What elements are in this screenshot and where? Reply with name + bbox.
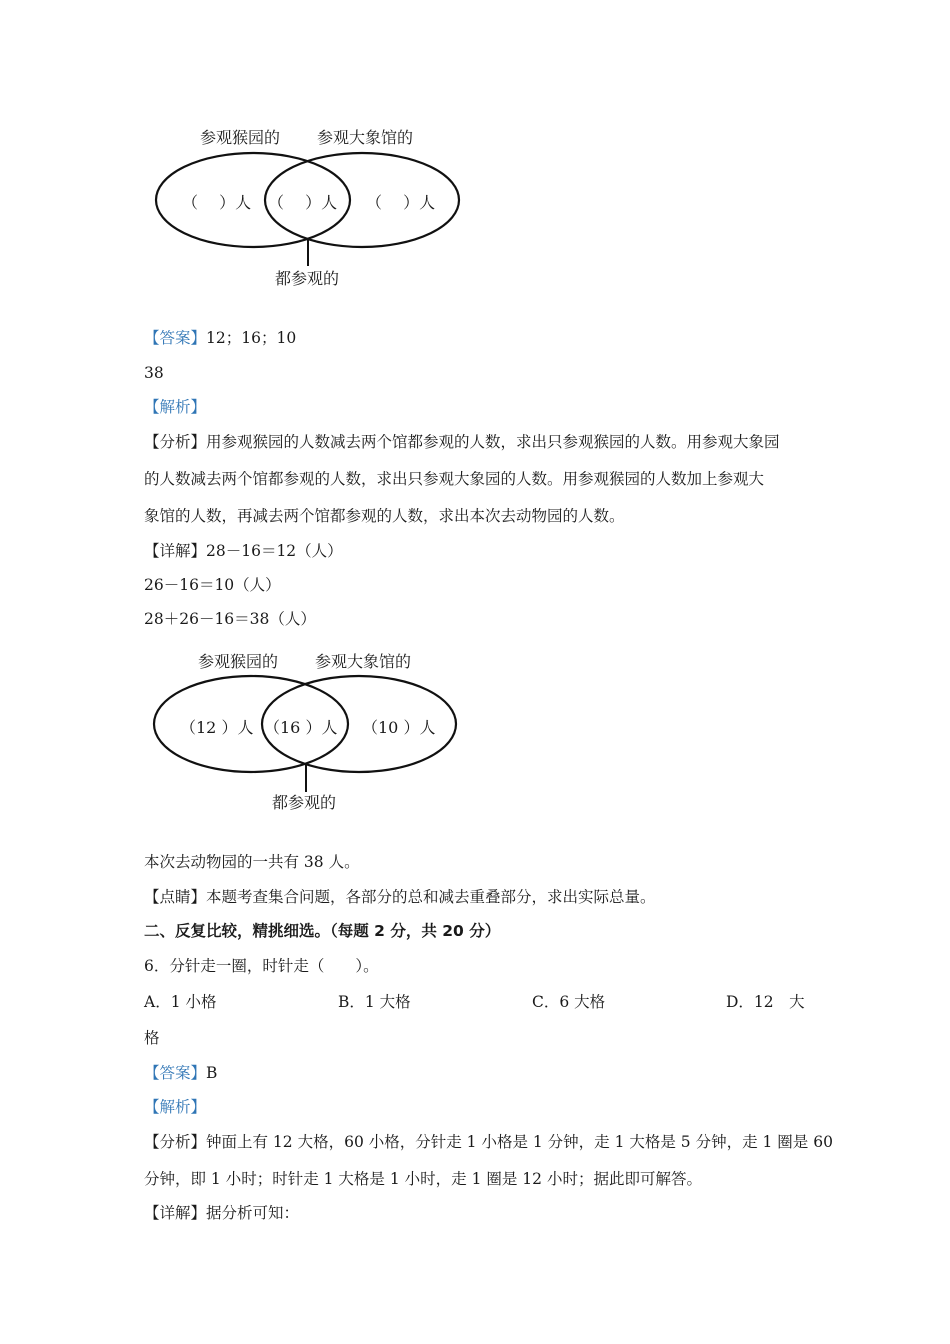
total-line: 本次去动物园的一共有 38 人。 — [144, 853, 360, 871]
option-a: A．1 小格 — [144, 993, 217, 1011]
detail-line-2: 26－16＝10（人） — [144, 576, 281, 594]
intersection-label: 都参观的 — [272, 793, 337, 812]
left-only-value: （12 ）人 — [180, 718, 254, 737]
analysis6-tag: 【解析】 — [144, 1098, 207, 1116]
venn-diagram-blank — [140, 120, 480, 290]
analysis6-line-1: 【分析】钟面上有 12 大格，60 小格，分针走 1 小格是 1 分钟，走 1 大格是 5 分钟，走 1 圈是 60 — [144, 1133, 833, 1151]
venn-diagram-filled — [140, 644, 480, 814]
answer-tag: 【答案】 — [144, 329, 207, 347]
option-c: C．6 大格 — [532, 993, 606, 1011]
comment-line: 【点睛】本题考查集合问题，各部分的总和减去重叠部分，求出实际总量。 — [144, 888, 656, 906]
option-b: B．1 大格 — [338, 993, 411, 1011]
right-only-slot: （ ）人 — [366, 193, 436, 212]
left-only-slot: （ ）人 — [182, 193, 252, 212]
answer6-tag: 【答案】 — [144, 1064, 207, 1082]
right-set-label: 参观大象馆的 — [317, 128, 414, 147]
question-stem: 6．分针走一圈，时针走（ ）。 — [144, 957, 379, 975]
right-set-label: 参观大象馆的 — [315, 652, 412, 671]
analysis-line-3: 象馆的人数，再减去两个馆都参观的人数，求出本次去动物园的人数。 — [144, 507, 625, 525]
section-heading: 二、反复比较，精挑细选。（每题 2 分，共 20 分） — [144, 922, 501, 940]
intersection-label: 都参观的 — [275, 269, 340, 288]
analysis-line-2: 的人数减去两个馆都参观的人数，求出只参观大象园的人数。用参观猴园的人数加上参观大 — [144, 470, 765, 488]
option-d-continued: 格 — [144, 1029, 160, 1047]
detail-line-3: 28＋26－16＝38（人） — [144, 610, 316, 628]
option-d: D．12 大 — [726, 993, 805, 1011]
both-value: （16 ）人 — [264, 718, 338, 737]
answer6-line — [144, 1063, 217, 1083]
left-set-label: 参观猴园的 — [200, 128, 281, 147]
right-only-value: （10 ）人 — [362, 718, 436, 737]
answer-line — [144, 328, 296, 348]
answer-extra: 38 — [144, 364, 164, 382]
answer-text: 12；16；10 — [206, 329, 297, 347]
detail-line-1: 【详解】28－16＝12（人） — [144, 542, 343, 560]
both-slot: （ ）人 — [268, 193, 338, 212]
detail6-line: 【详解】据分析可知： — [144, 1204, 300, 1222]
analysis6-line-2: 分钟，即 1 小时；时针走 1 大格是 1 小时，走 1 圈是 12 小时；据此即可解答。 — [144, 1170, 702, 1188]
answer6-text: B — [206, 1064, 218, 1082]
left-set-label: 参观猴园的 — [198, 652, 279, 671]
analysis-line-1: 【分析】用参观猴园的人数减去两个馆都参观的人数，求出只参观猴园的人数。用参观大象园 — [144, 433, 780, 451]
analysis-tag: 【解析】 — [144, 398, 207, 416]
